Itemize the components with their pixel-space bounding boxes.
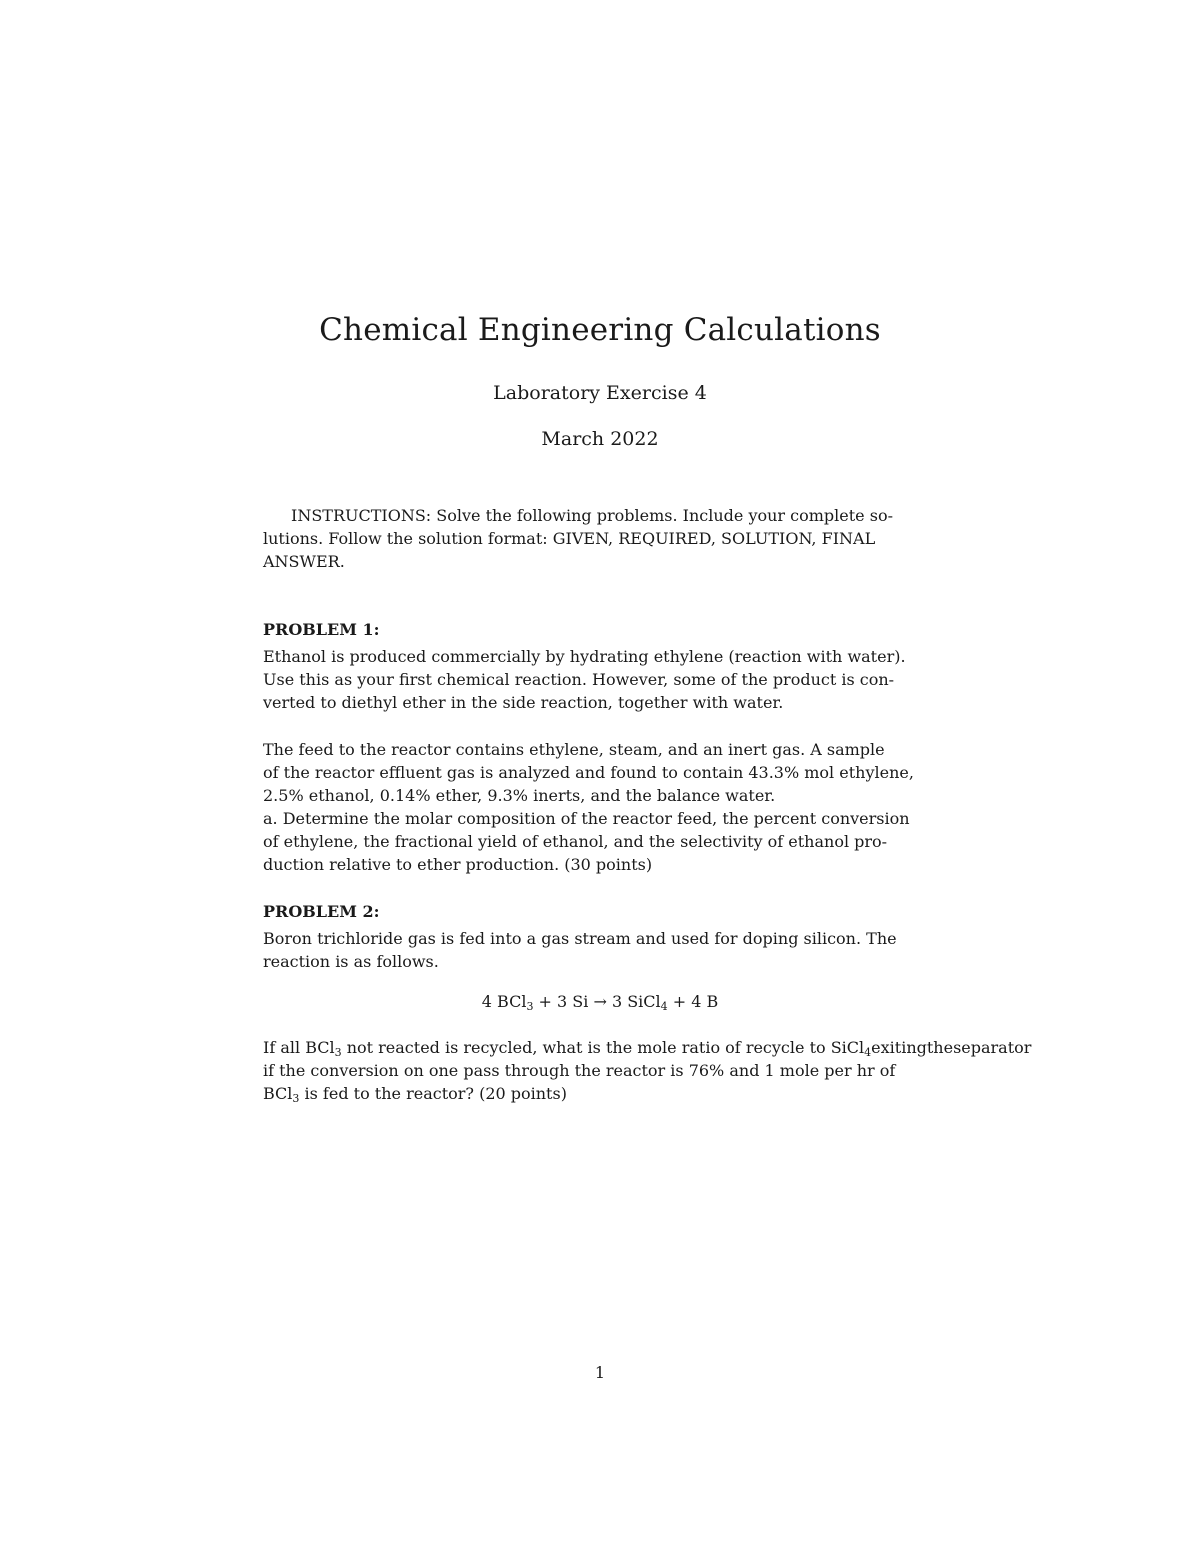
text-fragment: BCl [263, 1084, 293, 1103]
text-line: The feed to the reactor contains ethylene, steam, and an inert gas. A sample [263, 740, 885, 759]
instructions-line: INSTRUCTIONS: Solve the following problems. Include your complete so- [291, 506, 893, 525]
text-line: of ethylene, the fractional yield of ethanol, and the selectivity of ethanol pro- [263, 832, 888, 851]
text-line [263, 1036, 1032, 1059]
document-title: Chemical Engineering Calculations [319, 312, 881, 348]
text-line [263, 1082, 939, 1105]
instructions-line: lutions. Follow the solution format: GIVEN, REQUIRED, SOLUTION, FINAL [263, 529, 876, 548]
text-line: of the reactor effluent gas is analyzed and found to contain 43.3% mol ethylene, [263, 763, 914, 782]
reaction-equation [0, 992, 1200, 1011]
text-fragment: exitingtheseparator [871, 1038, 1032, 1057]
text-line: if the conversion on one pass through the reactor is 76% and 1 mole per hr of [263, 1061, 896, 1080]
subscript: 3 [334, 1046, 342, 1059]
text-line: Boron trichloride gas is fed into a gas stream and used for doping silicon. The [263, 929, 897, 948]
problem-1-paragraph-2 [263, 738, 939, 876]
instructions-line: ANSWER. [263, 552, 345, 571]
text-line: a. Determine the molar composition of the reactor feed, the percent conversion [263, 809, 910, 828]
equation-term: + 4 B [667, 992, 719, 1011]
text-fragment: not reacted is recycled, what is the mole ratio of recycle to SiCl [341, 1038, 865, 1057]
problem-1-heading: PROBLEM 1: [263, 620, 380, 639]
text-line: 2.5% ethanol, 0.14% ether, 9.3% inerts, and the balance water. [263, 786, 776, 805]
problem-1-paragraph-1 [263, 645, 939, 714]
problem-2-question [263, 1036, 1032, 1105]
instructions-paragraph [263, 504, 939, 573]
equation-term: + 3 Si → 3 SiCl [533, 992, 661, 1011]
text-fragment: is fed to the reactor? (20 points) [299, 1084, 567, 1103]
document-date: March 2022 [541, 428, 659, 450]
text-line: Use this as your first chemical reaction. However, some of the product is con- [263, 670, 895, 689]
equation-term: 4 BCl [481, 992, 527, 1011]
text-line: reaction is as follows. [263, 952, 439, 971]
equation-subscript: 4 [660, 1000, 668, 1013]
problem-2-paragraph-1 [263, 927, 939, 973]
text-fragment: If all BCl [263, 1038, 335, 1057]
page-number: 1 [594, 1363, 606, 1382]
subscript: 4 [864, 1046, 872, 1059]
problem-2-heading: PROBLEM 2: [263, 902, 380, 921]
document-subtitle: Laboratory Exercise 4 [493, 382, 707, 404]
subscript: 3 [292, 1092, 300, 1105]
equation-subscript: 3 [526, 1000, 534, 1013]
text-line: verted to diethyl ether in the side reaction, together with water. [263, 693, 784, 712]
text-line: Ethanol is produced commercially by hydrating ethylene (reaction with water). [263, 647, 906, 666]
text-line: duction relative to ether production. (30 points) [263, 855, 653, 874]
